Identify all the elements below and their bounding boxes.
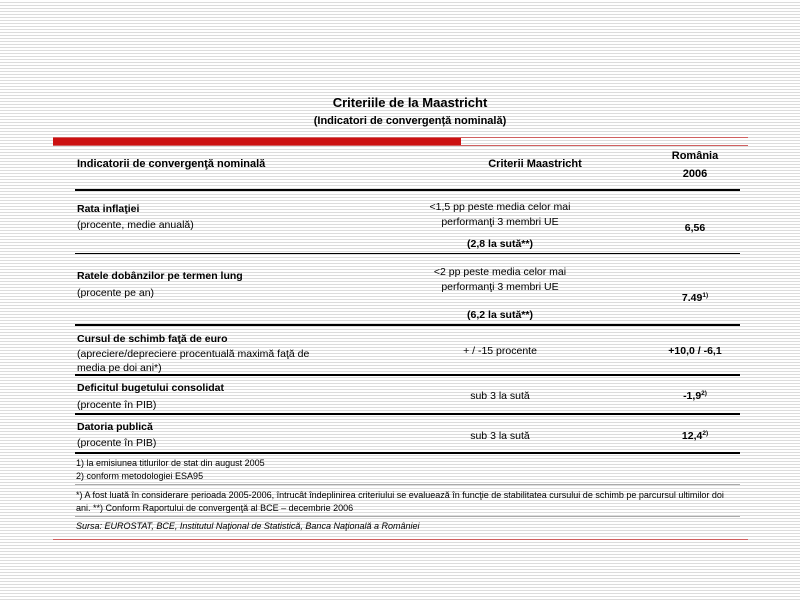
row-desc: (procente pe an) xyxy=(77,287,155,299)
row-desc: (apreciere/depreciere procentuală maximă faţă de xyxy=(77,348,310,360)
row-divider xyxy=(75,324,740,326)
header-indicator: Indicatorii de convergenţă nominală xyxy=(77,158,266,170)
footnote-2: 2) conform metodologiei ESA95 xyxy=(76,471,204,481)
criterion-text: sub 3 la sută xyxy=(470,430,530,442)
header-romania: România xyxy=(671,150,719,162)
header-year: 2006 xyxy=(682,168,708,180)
row-desc: (procente în PIB) xyxy=(77,399,157,411)
row-value: 7.49$^{1)}$ xyxy=(681,292,709,304)
row-name: Datoria publică xyxy=(77,421,153,433)
row-divider xyxy=(75,253,740,254)
header-divider xyxy=(75,189,740,191)
criterion-ref: (2,8 la sută**) xyxy=(467,238,533,250)
source-note: Sursa: EUROSTAT, BCE, Institutul Naţional de Statistică, Banca Naţională a României xyxy=(76,521,420,531)
row-value: -1,9$^{2)}$ xyxy=(683,390,707,402)
row-name: Rata inflaţiei xyxy=(77,203,140,215)
footnote-ref: 2) xyxy=(702,430,709,437)
row-divider xyxy=(75,374,740,376)
criterion-text: <2 pp peste media celor mai xyxy=(433,266,567,278)
criterion-text: performanţi 3 membri UE xyxy=(441,281,559,293)
row-divider xyxy=(75,413,740,415)
header-criterion: Criterii Maastricht xyxy=(488,158,582,170)
top-red-rule-lower xyxy=(53,145,748,146)
top-red-rule xyxy=(53,137,748,138)
criterion-text: performanţi 3 membri UE xyxy=(441,216,559,228)
notes-divider xyxy=(75,516,740,517)
row-name: Deficitul bugetului consolidat xyxy=(77,382,224,394)
slide-subtitle: (Indicatori de convergență nominală) xyxy=(313,115,507,127)
footnote-1: 1) la emisiunea titlurilor de stat din august 2005 xyxy=(76,458,265,468)
row-value: 6,56 xyxy=(684,222,706,234)
table-bottom-rule xyxy=(75,452,740,454)
criterion-ref: (6,2 la sută**) xyxy=(467,309,533,321)
row-desc: (procente, medie anuală) xyxy=(77,219,194,231)
row-desc: media pe doi ani*) xyxy=(77,362,162,374)
slide-title: Criteriile de la Maastricht xyxy=(332,95,488,110)
criterion-text: <1,5 pp peste media celor mai xyxy=(429,201,571,213)
row-value: +10,0 / -6,1 xyxy=(668,345,722,357)
row-value: 12,4$^{2)}$ xyxy=(681,430,709,442)
criterion-text: sub 3 la sută xyxy=(470,390,530,402)
row-name: Ratele dobânzilor pe termen lung xyxy=(77,270,243,282)
bottom-red-rule xyxy=(53,539,748,540)
notes-divider xyxy=(75,484,740,485)
footnote-ref: 1) xyxy=(702,292,709,299)
criterion-text: + / -15 procente xyxy=(463,345,537,357)
row-desc: (procente în PIB) xyxy=(77,437,157,449)
footnote-explanation: *) A fost luată în considerare perioada 2005-2006, întrucât îndeplinirea criteriului se evaluează în funcţie de stabilitatea cursului de schimb pe parcursul ultimilor doi ani. **) Conform Raportului de convergenţă al BCE – decembrie 2006 xyxy=(76,490,724,513)
row-name: Cursul de schimb faţă de euro xyxy=(77,333,228,345)
footnote-ref: 2) xyxy=(701,390,707,397)
